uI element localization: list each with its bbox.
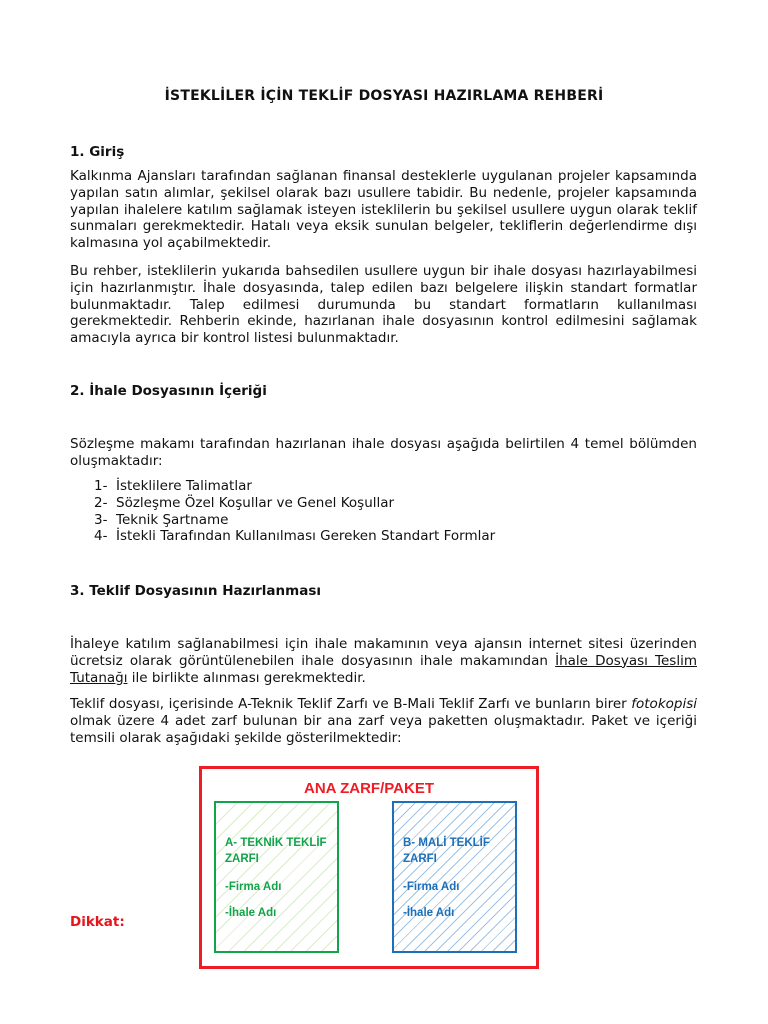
- section-1-heading: 1. Giriş: [70, 144, 125, 160]
- section-2-heading: 2. İhale Dosyasının İçeriği: [70, 383, 267, 399]
- section-1-paragraph-2: Bu rehber, isteklilerin yukarıda bahsedilen usullere uygun bir ihale dosyası hazırlayabilmesi için hazırlanmıştır. İhale dosyasında, talep edilen bazı belgelere ilişkin standart formatlar bulunmaktadır. Talep edilmesi durumunda bu standart formatların kullanılması gerekmektedir. Rehberin ekinde, hazırlanan ihale dosyasının kontrol edilmesini sağlamak amacıyla ayrıca bir kontrol listesi bulunmaktadır.: [70, 263, 697, 347]
- list-item: 2- Sözleşme Özel Koşullar ve Genel Koşullar: [94, 494, 395, 511]
- mali-teklif-envelope: [392, 801, 517, 953]
- list-item: 4- İstekli Tarafından Kullanılması Gereken Standart Formlar: [94, 528, 496, 545]
- envelope-b-title: B- MALİ TEKLİF ZARFI: [403, 837, 490, 865]
- teknik-teklif-envelope: [214, 801, 339, 953]
- contents-list: [94, 478, 495, 545]
- envelope-b-ihale: -İhale Adı: [403, 907, 455, 919]
- section-1-paragraph-1: Kalkınma Ajansları tarafından sağlanan finansal desteklerle uygulanan projeler kapsamında yapılan satın alımlar, şekilsel olarak bazı usullere tabidir. Bu nedenle, projeler kapsamında yapılan ihalelere katılım sağlamak isteyen isteklilerin bu şekilsel usullere uygun olarak teklif sunmaları gerekmektedir. Hatalı veya eksik sunulan belgeler, tekliflerin değerlendirme dışı kalmasına yol açabilmektedir.: [70, 168, 697, 252]
- section-3-paragraph-2: Teklif dosyası, içerisinde A-Teknik Teklif Zarfı ve B-Mali Teklif Zarfı ve bunların birer fotokopisi olmak üzere 4 adet zarf bulunan bir ana zarf veya paketten oluşmaktadır. Paket ve içeriği temsili olarak aşağıdaki şekilde gösterilmektedir:: [70, 696, 697, 746]
- section-3-heading: 3. Teklif Dosyasının Hazırlanması: [70, 583, 321, 599]
- document-title: İSTEKLİLER İÇİN TEKLİF DOSYASI HAZIRLAMA REHBERİ: [164, 88, 604, 104]
- list-item: 1- İsteklilere Talimatlar: [94, 478, 252, 494]
- dikkat-label: Dikkat:: [70, 914, 125, 930]
- ana-zarf-diagram: [199, 766, 539, 969]
- section-2-paragraph: Sözleşme makamı tarafından hazırlanan ihale dosyası aşağıda belirtilen 4 temel bölümden oluşmaktadır:: [70, 436, 697, 469]
- list-item: 3- Teknik Şartname: [94, 511, 229, 528]
- envelope-a-ihale: -İhale Adı: [225, 907, 277, 919]
- section-3-paragraph-1: İhaleye katılım sağlanabilmesi için ihale makamının veya ajansın internet sitesi üzerinden ücretsiz olarak görüntülenebilen ihale dosyasının ihale makamından İhale Dosyası Teslim Tutanağı ile birlikte alınması gerekmektedir.: [70, 636, 697, 686]
- envelope-b-firma: -Firma Adı: [403, 881, 460, 893]
- ana-zarf-title: ANA ZARF/PAKET: [304, 780, 434, 797]
- envelope-a-title: A- TEKNİK TEKLİF ZARFI: [225, 837, 327, 865]
- teslim-tutanagi-reference: İhale Dosyası Teslim Tutanağı: [70, 652, 697, 686]
- envelope-a-firma: -Firma Adı: [225, 881, 282, 893]
